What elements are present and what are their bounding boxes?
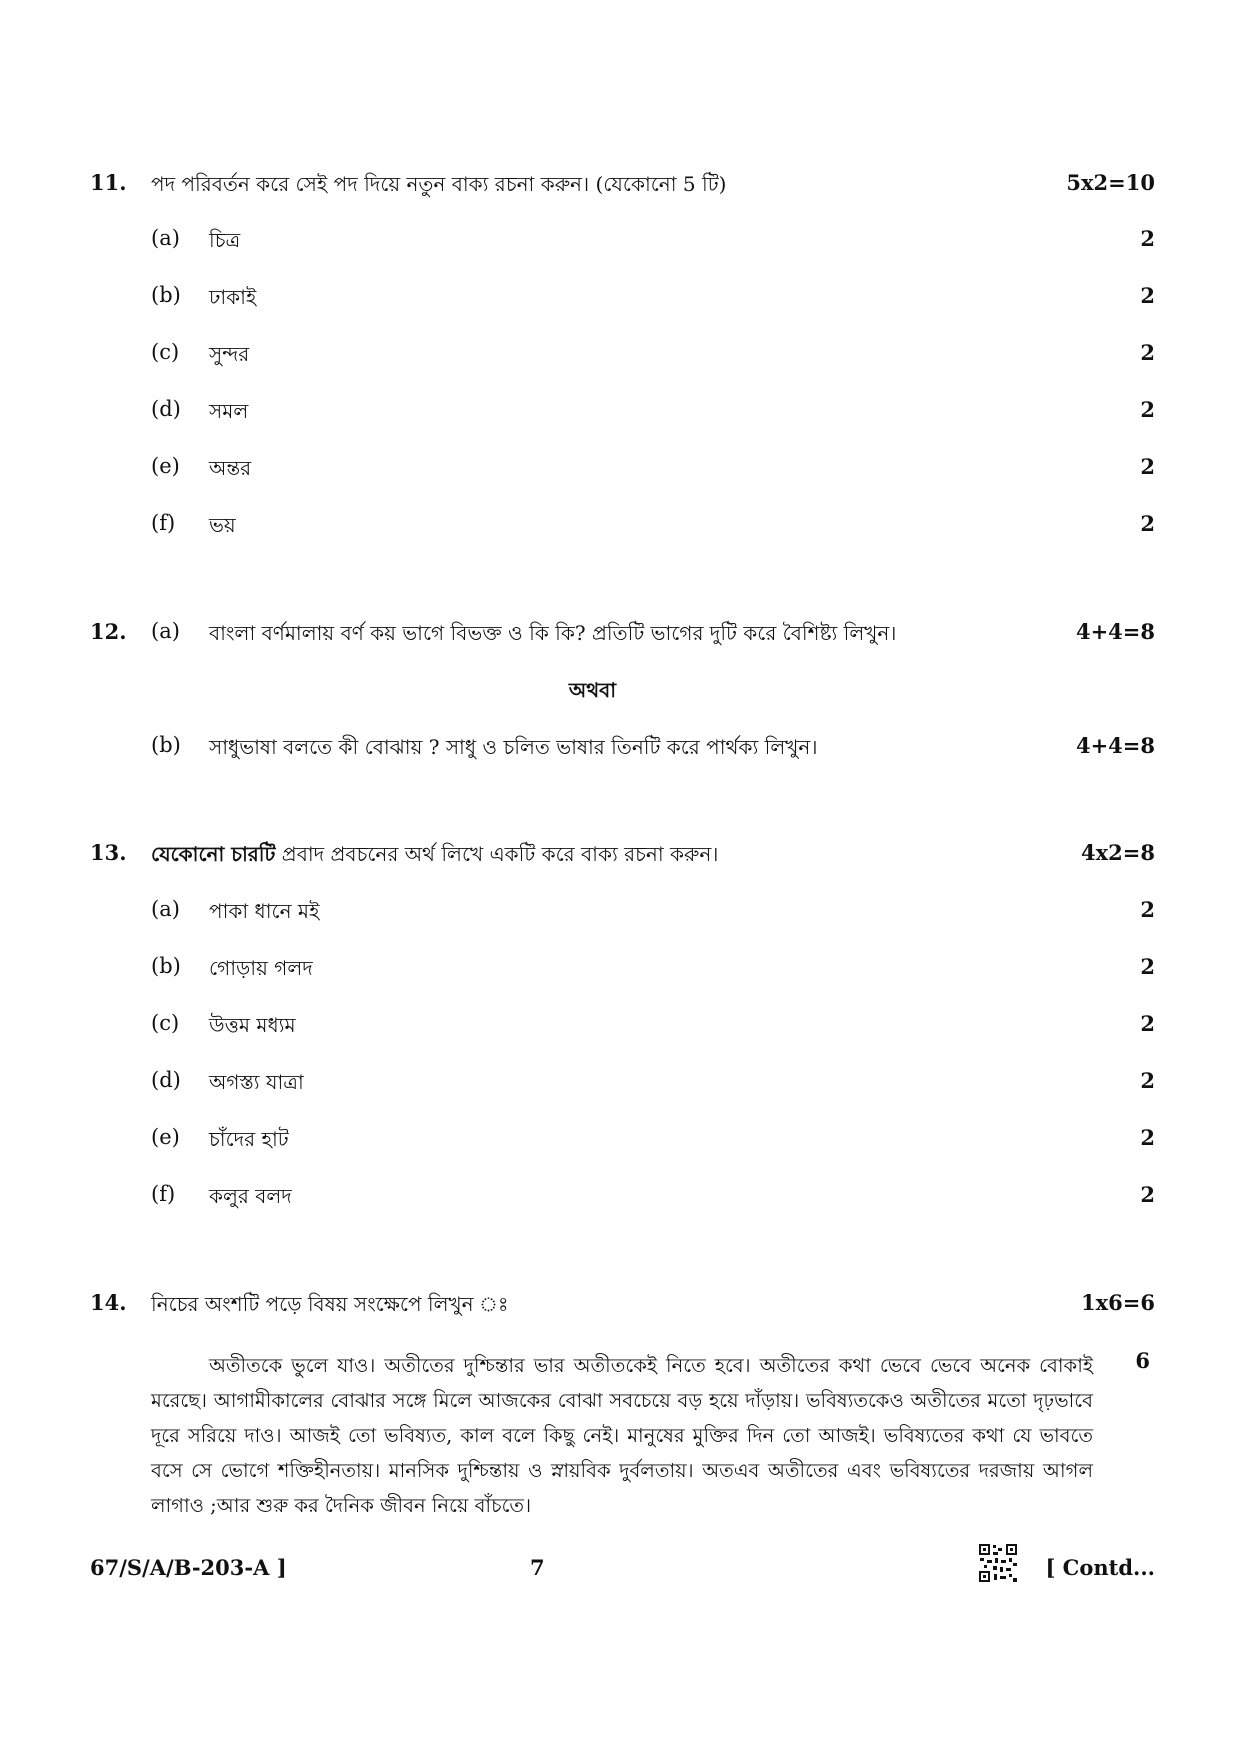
option-text: চিত্র xyxy=(209,228,241,252)
or-separator xyxy=(0,676,1240,706)
question-12-part-b xyxy=(0,733,1240,763)
page-number: 7 xyxy=(530,1555,545,1580)
option-letter: (b) xyxy=(151,283,181,307)
option-letter: (f) xyxy=(151,511,176,535)
paper-code: 67/S/A/B-203-A ] xyxy=(90,1555,287,1580)
option-letter: (f) xyxy=(151,1182,176,1206)
option-marks: 2 xyxy=(1140,511,1155,536)
question-text xyxy=(151,840,1011,873)
option-marks: 2 xyxy=(1140,1068,1155,1093)
option-text: সমল xyxy=(209,399,249,423)
question-text-emphasis: যেকোনো চারটি xyxy=(151,842,276,866)
option-letter: (e) xyxy=(151,454,180,478)
question-number: 14. xyxy=(90,1290,127,1315)
option-marks: 2 xyxy=(1140,1011,1155,1036)
option-letter: (a) xyxy=(151,619,180,643)
option-letter: (b) xyxy=(151,954,181,978)
question-number: 11. xyxy=(90,170,127,195)
question-text-rest: প্রবাদ প্রবচনের অর্থ লিখে একটি করে বাক্য রচনা করুন। xyxy=(275,842,719,866)
option-text: উত্তম মধ্যম xyxy=(209,1013,296,1037)
option-letter: (e) xyxy=(151,1125,180,1149)
list-item xyxy=(0,511,1240,541)
list-item xyxy=(0,897,1240,927)
option-text: ঢাকাই xyxy=(209,285,257,309)
option-marks: 2 xyxy=(1140,226,1155,251)
question-marks: 4x2=8 xyxy=(1081,840,1155,865)
option-marks: 2 xyxy=(1140,454,1155,479)
option-letter: (c) xyxy=(151,1011,180,1035)
option-marks: 2 xyxy=(1140,283,1155,308)
list-item xyxy=(0,1011,1240,1041)
list-item xyxy=(0,954,1240,984)
option-marks: 2 xyxy=(1140,340,1155,365)
option-marks: 2 xyxy=(1140,954,1155,979)
option-letter: (d) xyxy=(151,397,181,421)
question-marks: 4+4=8 xyxy=(1075,733,1155,758)
qr-code-icon xyxy=(978,1543,1018,1583)
or-label: অথবা xyxy=(568,678,617,702)
list-item xyxy=(0,1068,1240,1098)
option-text: চাঁদের হাট xyxy=(209,1127,289,1151)
list-item xyxy=(0,340,1240,370)
list-item xyxy=(0,397,1240,427)
list-item xyxy=(0,454,1240,484)
option-letter: (b) xyxy=(151,733,181,757)
list-item xyxy=(0,283,1240,313)
list-item xyxy=(0,1125,1240,1155)
question-13-header xyxy=(0,840,1240,870)
passage: অতীতকে ভুলে যাও। অতীতের দুশ্চিন্তার ভার অতীতকেই নিতে হবে। অতীতের কথা ভেবে ভেবে অনেক বোকাই মরেছে। আগামীকালের বোঝার সঙ্গে মিলে আজকের বোঝা সবচেয়ে বড় হয়ে দাঁড়ায়। ভবিষ্যতকেও অতীতের মতো দৃঢ়ভাবে দূরে সরিয়ে দাও। আজই তো ভবিষ্যত, কাল বলে কিছু নেই। মানুষের মুক্তির দিন তো আজই। ভবিষ্যতের কথা যে ভাবতে বসে সে ভোগে শক্তিহীনতায়। মানসিক দুশ্চিন্তায় ও স্নায়বিক দুর্বলতায়। অতএব অতীতের এবং ভবিষ্যতের দরজায় আগল লাগাও ;আর শুরু কর দৈনিক জীবন নিয়ে বাঁচতে। xyxy=(151,1354,1093,1517)
question-marks: 5x2=10 xyxy=(1066,170,1155,195)
option-marks: 2 xyxy=(1140,1125,1155,1150)
question-number: 12. xyxy=(90,619,127,644)
continued-label: [ Contd... xyxy=(1045,1555,1155,1580)
option-marks: 2 xyxy=(1140,1182,1155,1207)
option-letter: (a) xyxy=(151,897,180,921)
option-letter: (d) xyxy=(151,1068,181,1092)
question-14-header xyxy=(0,1290,1240,1320)
option-text: কলুর বলদ xyxy=(209,1184,292,1208)
option-text: গোড়ায় গলদ xyxy=(209,956,313,980)
question-number: 13. xyxy=(90,840,127,865)
option-text: সুন্দর xyxy=(209,342,250,366)
option-text: অন্তর xyxy=(209,456,252,480)
list-item xyxy=(0,1182,1240,1212)
option-marks: 2 xyxy=(1140,897,1155,922)
option-text: পাকা ধানে মই xyxy=(209,899,320,923)
question-marks: 1x6=6 xyxy=(1081,1290,1155,1315)
option-text: ভয় xyxy=(209,513,236,537)
option-letter: (c) xyxy=(151,340,180,364)
option-marks: 2 xyxy=(1140,397,1155,422)
option-text: অগস্ত্য যাত্রা xyxy=(209,1070,304,1094)
question-marks: 4+4=8 xyxy=(1075,619,1155,644)
question-text: বাংলা বর্ণমালায় বর্ণ কয় ভাগে বিভক্ত ও কি কি? প্রতিটি ভাগের দুটি করে বৈশিষ্ট্য লিখুন। xyxy=(209,621,897,645)
passage-marks: 6 xyxy=(1135,1348,1150,1373)
question-11-header xyxy=(0,170,1240,200)
question-text: পদ পরিবর্তন করে সেই পদ দিয়ে নতুন বাক্য রচনা করুন। (যেকোনো 5 টি) xyxy=(151,172,727,196)
question-12-part-a xyxy=(0,619,1240,649)
option-letter: (a) xyxy=(151,226,180,250)
question-text: নিচের অংশটি পড়ে বিষয় সংক্ষেপে লিখুন ঃ xyxy=(151,1292,509,1316)
list-item xyxy=(0,226,1240,256)
question-text: সাধুভাষা বলতে কী বোঝায় ? সাধু ও চলিত ভাষার তিনটি করে পার্থক্য লিখুন। xyxy=(209,735,818,759)
